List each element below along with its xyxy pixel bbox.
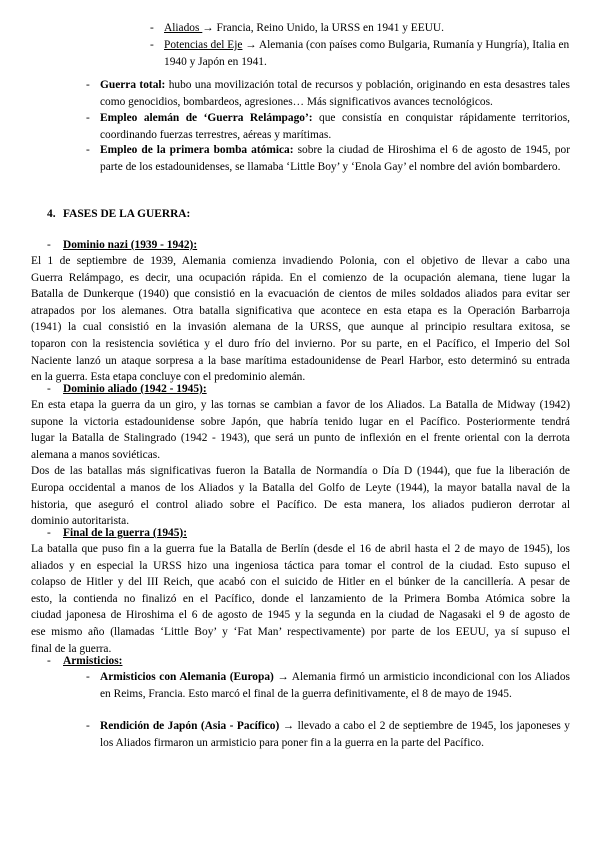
text-line: lugar la Batalla de Stalingrado (1942 - 1943), que será un punto de inflexión en el frente oriental con la derrota [31,432,570,445]
guerra-relampago-label: Empleo alemán de ‘Guerra Relámpago’: [100,112,313,124]
paragraph-nazi [31,253,570,386]
eje-text: → Alemania (con países como Bulgaria, Rumanía y Hungría), Italia en 1940 y Japón en 1941. [164,39,570,68]
phase-title-armisticios: Armisticios: [63,655,123,667]
guerra-total-label: Guerra total: [100,79,166,91]
text-line: El 1 de septiembre de 1939, Alemania comienza invadiendo Polonia, con el objetivo de llevar a cabo una [31,255,570,267]
aliados-text: → Francia, Reino Unido, la URSS en 1941 y EEUU. [202,22,445,34]
paragraph-aliado [31,397,570,530]
text-line: En esta etapa la guerra da un giro, y las tornas se cambian a favor de los Aliados. La Batalla de Midway (1942) [31,399,570,411]
rendicion-japon-text: → llevado a cabo el 2 de septiembre de 1945, los japoneses y los Aliados firmaron un armisticio para poner fin a la guerra en la parte del Pacífico. [100,720,570,749]
bullet-dash: - [86,671,90,683]
text-line: en la guerra. Esta etapa concluye con el predominio alemán. [31,371,306,384]
section-title: FASES DE LA GUERRA: [63,208,191,220]
armisticio-alemania-label: Armisticios con Alemania (Europa) [100,671,274,683]
text-line: supone la victoria estadounidense sobre Japón, que habría tenido lugar en el Pacífico. Posteriormente tendrá [31,415,570,428]
armisticio-alemania-text: → Alemania firmó un armisticio incondicional con los Aliados en Reims, Francia. Esto marcó el final de la guerra definitivamente, el 8 de mayo de 1945. [100,671,570,700]
text-line: (1941) la cual consistió en la invasión alemana de la URSS, que aunque al principio resultara exitosa, se [31,321,570,334]
text-line: final de la guerra. [31,642,112,655]
list-item-guerra-total [86,77,570,110]
bomba-atomica-text: sobre la ciudad de Hiroshima el 6 de agosto de 1945, por parte de los estadounidenses, se llamaba ‘Little Boy’ y ‘Enola Gay’ el nombre del avión bombardero. [100,144,570,173]
bullet-dash: - [86,720,90,732]
text-line: atrapados por los alemanes. Otra batalla significativa que acontece en esta etapa es la Operación Barbarroja [31,304,570,317]
phase-heading-armisticios [47,653,570,670]
bullet-dash: - [47,239,51,251]
phase-title-aliado: Dominio aliado (1942 - 1945): [63,383,207,395]
list-item-guerra-relampago [86,110,570,143]
text-line: Dos de las batallas más significativas fueron la Batalla de Normandía o Día D (1944), que fue la liberación de [31,465,570,478]
phase-heading-aliado [47,381,570,398]
text-line: toparon con la resistencia soviética y el duro frío del invierno. Por su parte, en el Pacífico, el Imperio del Sol [31,337,570,350]
section-heading [47,206,190,223]
text-line: colapso de Hitler y del III Reich, que acabó con el suicido de Hitler en el búnker de la cancillería. A pesar de [31,576,570,589]
guerra-total-text: hubo una movilización total de recursos y población, originando en esta desastres tales como genocidios, bombardeos, agresiones… Más significativos avances tecnológicos. [100,79,570,108]
text-line: Europa occidental a manos de los Aliados y la Batalla del Golfo de Leyte (1944), la mayor batalla naval de la [31,481,570,494]
eje-label: Potencias del Eje [164,39,243,51]
text-line: Naciente lanzó un ataque sorpresa a la base marítima estadounidense de Pearl Harbor, esto determinó su entrada [31,354,570,367]
bullet-dash: - [47,527,51,539]
phase-title-final: Final de la guerra (1945): [63,527,188,539]
list-item-armisticio-alemania [86,669,570,702]
aliados-label: Aliados [164,22,203,34]
text-line: esto, la contienda no finalizó en el Pacífico, donde el lanzamiento de la Primera Bomba Atómica sobre la [31,592,570,605]
bullet-dash: - [86,144,90,156]
text-line: historia, que aseguró el control aliado sobre el Pacífico. De esta manera, los aliados pudieron derrotar al [31,498,570,511]
text-line: ese mismo año (llamadas ‘Little Boy’ y ‘Fat Man’ respectivamente) por parte de los EEUU, ya sí supuso el [31,625,570,638]
text-line: ciudad japonesa de Hiroshima el 6 de agosto de 1945 y la segunda en la ciudad de Nagasaki el 9 de agosto de [31,609,570,622]
text-line: La batalla que puso fin a la guerra fue la Batalla de Berlín (desde el 16 de abril hasta el 2 de mayo de 1945), los [31,543,570,555]
phase-heading-final [47,525,570,542]
bullet-dash: - [150,22,154,34]
text-line: aliados y en especial la URSS hizo una ingeniosa táctica para tomar el control de la ciudad. Esto supuso el [31,559,570,572]
text-line: alemana a manos soviéticas. [31,448,161,461]
list-item-eje [150,37,570,70]
list-item-rendicion-japon [86,718,570,751]
paragraph-final [31,541,570,657]
bullet-dash: - [86,79,90,91]
phase-heading-nazi [47,237,570,254]
guerra-relampago-text: que consistía en conquistar rápidamente territorios, coordinando fuerzas terrestres, aéreas y marítimas. [100,112,570,141]
rendicion-japon-label: Rendición de Japón (Asia - Pacífico) [100,720,280,732]
phase-title-nazi: Dominio nazi (1939 - 1942): [63,239,198,251]
bomba-atomica-label: Empleo de la primera bomba atómica: [100,144,294,156]
text-line: dominio autoritarista. [31,515,130,528]
bullet-dash: - [86,112,90,124]
section-number: 4. [47,208,56,220]
text-line: Guerra Relámpago, es decir, una ocupación rápida. En el comienzo de la ocupación alemana, tiene lugar la [31,271,570,284]
bullet-dash: - [47,655,51,667]
list-item-aliados [150,20,570,37]
bullet-dash: - [150,39,154,51]
list-item-bomba-atomica [86,142,570,175]
text-line: Batalla de Dunkerque (1940) que consistió en la evacuación de cientos de miles soldados aliados para evitar ser [31,288,570,301]
bullet-dash: - [47,383,51,395]
